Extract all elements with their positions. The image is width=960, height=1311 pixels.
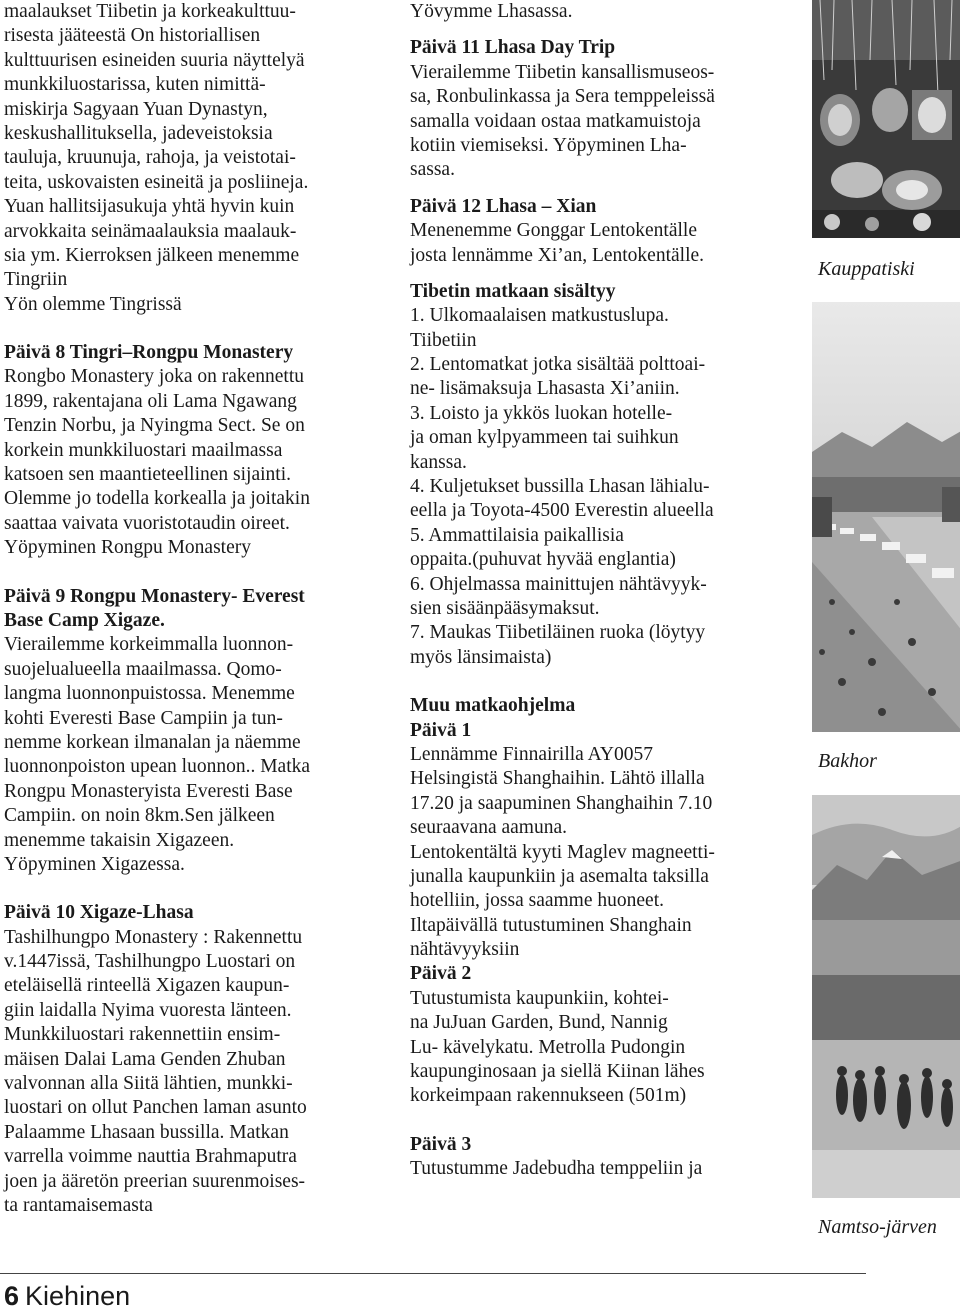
text-line: sassa.	[410, 159, 455, 181]
caption-namtso: Namtso-järven	[818, 1216, 937, 1238]
text-line: eella ja Toyota-4500 Everestin alueella	[410, 500, 714, 522]
text-line: Iltapäivällä tutustuminen Shanghain	[410, 914, 692, 936]
namtso-lake-photo	[812, 795, 960, 1198]
text-line: giin laidalla Nyima vuoresta länteen.	[4, 999, 292, 1021]
p2-text	[410, 987, 788, 1109]
text-line: junalla kaupunkiin ja asemalta taksilla	[410, 865, 709, 887]
other-itinerary-heading: Muu matkaohjelma	[410, 695, 576, 717]
left-column	[4, 0, 382, 1218]
text-line: katsoen sen maantieteellinen sijainti.	[4, 464, 291, 486]
text-line: Päivä 9 Rongpu Monastery- Everest	[4, 585, 305, 607]
text-line: Lu- kävelykatu. Metrolla Pudongin	[410, 1036, 686, 1058]
text-line: Yövymme Lhasassa.	[410, 1, 573, 22]
text-line: munkkiluostarissa, kuten nimittä-	[4, 74, 266, 96]
page-number: 6	[4, 1281, 20, 1311]
text-line: Lentokentältä kyyti Maglev magneetti-	[410, 841, 715, 863]
text-line: Tutustumista kaupunkiin, kohtei-	[410, 987, 669, 1009]
day9-heading	[4, 585, 382, 634]
text-line: myös länsimaista)	[410, 646, 552, 668]
text-line: Yöpyminen Rongpu Monastery	[4, 537, 251, 559]
day10-heading: Päivä 10 Xigaze-Lhasa	[4, 902, 194, 924]
text-line: 5. Ammattilaisia paikallisia	[410, 524, 624, 546]
text-line: samalla voidaan ostaa matkamuistoja	[410, 110, 701, 132]
day8-text	[4, 365, 382, 560]
bakhor-square-photo	[812, 302, 960, 732]
text-line: ne- lisämaksuja Lhasasta Xi’aniin.	[410, 378, 680, 400]
text-line: sa, Ronbulinkassa ja Sera temppeleissä	[410, 86, 715, 108]
text-line: sia ym. Kierroksen jälkeen menemme	[4, 244, 300, 266]
text-line: oppaita.(puhuvat hyvää englantia)	[410, 549, 676, 571]
includes-heading: Tibetin matkaan sisältyy	[410, 280, 616, 302]
text-line: 4. Kuljetukset bussilla Lhasan lähialu-	[410, 476, 710, 498]
p3-text	[410, 1157, 788, 1181]
text-line: kotiin viemiseksi. Yöpyminen Lha-	[410, 134, 687, 156]
text-line: ja oman kylpyammeen tai suihkun	[410, 427, 679, 449]
text-line: Rongbo Monastery joka on rakennettu	[4, 366, 305, 388]
text-line: tauluja, kruunuja, rahoja, ja veistotai-	[4, 147, 296, 169]
text-line: risesta jääteestä On historiallisen	[4, 25, 261, 47]
text-line: eteläisellä rinteellä Xigazen kaupun-	[4, 975, 290, 997]
p3-heading: Päivä 3	[410, 1133, 472, 1155]
text-line: saattaa vaivata vuoristotaudin oireet.	[4, 512, 290, 534]
text-line: Campiin. on noin 8km.Sen jälkeen	[4, 805, 275, 827]
text-line: 3. Loisto ja ykkös luokan hotelle-	[410, 402, 673, 424]
text-line: 7. Maukas Tiibetiläinen ruoka (löytyy	[410, 622, 706, 644]
text-line: Vierailemme Tiibetin kansallismuseos-	[410, 61, 715, 83]
day10-text	[4, 926, 382, 1219]
text-line: korkeimpaan rakennukseen (501m)	[410, 1085, 687, 1107]
p1-heading: Päivä 1	[410, 719, 472, 741]
text-line: keskushallituksella, jadeveistoksia	[4, 122, 273, 144]
text-line: Menenemme Gonggar Lentokentälle	[410, 220, 697, 242]
photo-column	[803, 0, 960, 1270]
text-line: kaupunginosaan ja siellä Kiinan lähes	[410, 1061, 705, 1083]
text-line: 1. Ulkomaalaisen matkustuslupa.	[410, 305, 669, 327]
text-line: seuraavana aamuna.	[410, 817, 567, 839]
text-line: Vierailemme korkeimmalla luonnon-	[4, 634, 294, 656]
text-line: na JuJuan Garden, Bund, Nannig	[410, 1012, 668, 1034]
text-line: josta lennämme Xi’an, Lentokentälle.	[410, 244, 705, 266]
day11-text	[410, 61, 788, 183]
text-line: suojelualueella maailmassa. Qomo-	[4, 658, 282, 680]
text-line: v.1447issä, Tashilhungpo Luostari on	[4, 951, 296, 973]
includes-list	[410, 304, 788, 670]
p1-text	[410, 743, 788, 963]
text-line: Yuan hallitsijasukuja yhtä hyvin kuin	[4, 196, 295, 218]
text-line: luonnonpoiston upean luonnon.. Matka	[4, 756, 311, 778]
text-line: mäisen Dalai Lama Genden Zhuban	[4, 1048, 286, 1070]
text-line: Yöpyminen Xigazessa.	[4, 853, 185, 875]
text-line: Tenzin Norbu, ja Nyingma Sect. Se on	[4, 415, 305, 437]
text-line: Lennämme Finnairilla AY0057	[410, 743, 653, 765]
text-line: Tutustumme Jadebudha temppeliin ja	[410, 1158, 703, 1180]
text-line: langma luonnonpuistossa. Menemme	[4, 683, 295, 705]
text-line: Base Camp Xigaze.	[4, 609, 165, 631]
text-line: Tiibetiin	[410, 329, 477, 351]
text-line: maalaukset Tiibetin ja korkeakulttuu-	[4, 1, 296, 22]
text-line: Rongpu Monasteryista Everesti Base	[4, 780, 293, 802]
text-line: varrella voimme nauttia Brahmaputra	[4, 1146, 297, 1168]
text-line: 17.20 ja saapuminen Shanghaihin 7.10	[410, 792, 713, 814]
footer-divider	[0, 1273, 866, 1274]
text-line: Tingriin	[4, 269, 68, 291]
text-line: miskirja Sagyaan Yuan Dynastyn,	[4, 98, 268, 120]
day12-heading: Päivä 12 Lhasa – Xian	[410, 195, 597, 217]
text-line: menemme takaisin Xigazeen.	[4, 829, 235, 851]
top-text	[410, 0, 788, 24]
text-line: ta rantamaisemasta	[4, 1194, 153, 1216]
day11-heading: Päivä 11 Lhasa Day Trip	[410, 37, 616, 59]
text-line: nemme korkean ilmanalan ja näemme	[4, 731, 301, 753]
text-line: kulttuurisen esineiden suuria näyttelyä	[4, 49, 305, 71]
day8-heading: Päivä 8 Tingri–Rongpu Monastery	[4, 342, 294, 364]
text-line: luostari on ollut Panchen laman asunto	[4, 1097, 307, 1119]
text-line: Tashilhungpo Monastery : Rakennettu	[4, 926, 303, 948]
page-footer	[4, 1282, 130, 1310]
market-stall-photo	[812, 0, 960, 238]
day12-text	[410, 219, 788, 268]
caption-bakhor: Bakhor	[818, 750, 877, 772]
p2-heading: Päivä 2	[410, 963, 472, 985]
text-line: Olemme jo todella korkealla ja joitakin	[4, 488, 310, 510]
text-line: 6. Ohjelmassa mainittujen nähtävyyk-	[410, 573, 707, 595]
text-line: joen ja ääretön preerian suurenmoises-	[4, 1170, 306, 1192]
intro-text	[4, 0, 382, 317]
text-line: sien sisäänpääsymaksut.	[410, 597, 600, 619]
text-line: 1899, rakentajana oli Lama Ngawang	[4, 390, 297, 412]
middle-column	[410, 0, 788, 1182]
text-line: korkein munkkiluostari maailmassa	[4, 439, 283, 461]
text-line: hotelliin, jossa saamme huoneet.	[410, 890, 664, 912]
caption-kauppatiski: Kauppatiski	[818, 258, 915, 280]
text-line: Palaamme Lhasaan bussilla. Matkan	[4, 1121, 289, 1143]
text-line: Yön olemme Tingrissä	[4, 293, 182, 315]
text-line: valvonnan alla Siitä lähtien, munkki-	[4, 1073, 293, 1095]
text-line: arvokkaita seinämaalauksia maalauk-	[4, 220, 297, 242]
text-line: 2. Lentomatkat jotka sisältää polttoai-	[410, 354, 706, 376]
publication-name: Kiehinen	[25, 1281, 131, 1311]
text-line: kanssa.	[410, 451, 467, 473]
day9-text	[4, 633, 382, 877]
text-line: kohti Everesti Base Campiin ja tun-	[4, 707, 283, 729]
text-line: teita, uskovaisten esineitä ja posliineja.	[4, 171, 309, 193]
text-line: Munkkiluostari rakennettiin ensim-	[4, 1024, 281, 1046]
text-line: nähtävyyksiin	[410, 939, 520, 961]
text-line: Helsingistä Shanghaihin. Lähtö illalla	[410, 768, 705, 790]
